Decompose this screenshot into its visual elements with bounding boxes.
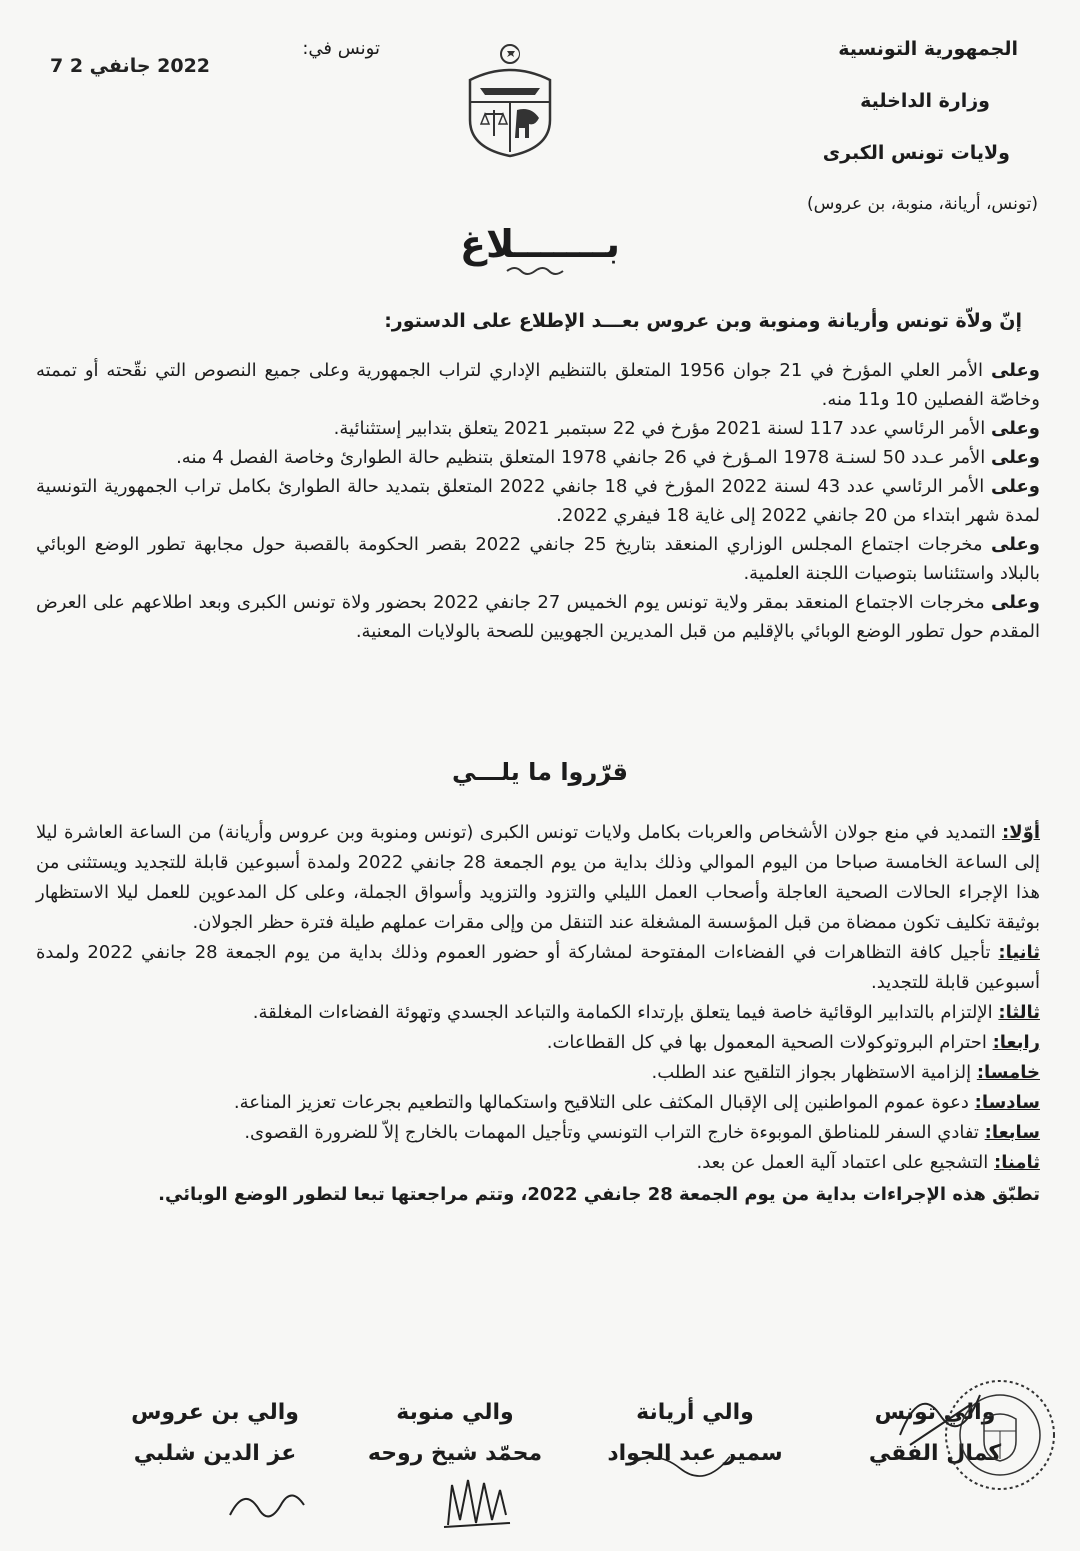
signatory-role: والي بن عروس	[131, 1400, 299, 1425]
article-item: سادسا: دعوة عموم المواطنين إلى الإقبال المكثف على التلاقيح واستكمالها والتطعيم بجرعات تعزيز المناعة.	[233, 1092, 1040, 1113]
consideration-item: وعلى مخرجات الاجتماع المنعقد بمقر ولاية تونس يوم الخميس 27 جانفي 2022 بحضور ولاة تونس الكبرى وبعد اطلاعهم على العرض المقدم حول تطور الوضع الوبائي بالإقليم من قبل المديرين الجهويين للصحة بالولايات المعنية.	[36, 592, 1040, 642]
article-item: سابعا: تفادي السفر للمناطق الموبوءة خارج التراب التونسي وتأجيل المهمات بالخارج إلاّ للضرورة القصوى.	[244, 1122, 1040, 1143]
signature-tunis-icon	[880, 1375, 1000, 1455]
coat-of-arms-icon	[455, 40, 565, 160]
document-title: بـــــــلاغ	[460, 222, 620, 266]
region-name: ولايات تونس الكبرى	[822, 142, 1010, 164]
final-note: تطبّق هذه الإجراءات بداية من يوم الجمعة 28 جانفي 2022، وتتم مراجعتها تبعا لتطور الوضع الوبائي.	[158, 1184, 1040, 1205]
consideration-item: وعلى الأمر العلي المؤرخ في 21 جوان 1956 المتعلق بالتنظيم الإداري لتراب الجمهورية وعلى جميع النصوص التي نقّحته أو تممته وخاصّة الفصلين 10 و11 منه.	[36, 360, 1040, 410]
articles-list	[36, 818, 1040, 1210]
decided-heading: قرّروا ما يلـــي	[452, 758, 628, 786]
consideration-item: وعلى الأمر عـدد 50 لسنـة 1978 المـؤرخ في 26 جانفي 1978 المتعلق بتنظيم حالة الطوارئ وخاصة الفصل 4 منه.	[176, 447, 1040, 468]
considerations-list	[36, 356, 1040, 646]
signatory-role: والي منوبة	[396, 1400, 514, 1425]
signature-manouba-icon	[440, 1465, 520, 1535]
signatory-role: والي تونس	[874, 1400, 996, 1425]
region-list: (تونس، أريانة، منوبة، بن عروس)	[807, 194, 1038, 214]
article-item: خامسا: إلزامية الاستظهار بجواز التلقيح عند الطلب.	[651, 1062, 1040, 1083]
signatory-name: سمير عبد الجواد	[607, 1441, 783, 1466]
country-name: الجمهورية التونسية	[838, 38, 1018, 60]
letterhead	[688, 38, 1038, 244]
signatory-name: كمال الفقي	[868, 1441, 1002, 1466]
article-item: ثامنا: التشجيع على اعتماد آلية العمل عن بعد.	[696, 1152, 1040, 1173]
ministry-name: وزارة الداخلية	[860, 90, 990, 112]
signature-ben-arous-icon	[220, 1475, 310, 1535]
article-item: ثالثا: الإلتزام بالتدابير الوقائية خاصة فيما يتعلق بإرتداء الكمامة والتباعد الجسدي وتهوئة الفضاءات المغلقة.	[252, 1002, 1040, 1023]
date-stamp: 2022 جانفي 2 7	[49, 55, 211, 77]
signatory-name: محمّد شيخ روحه	[367, 1441, 543, 1466]
signatory-ben-arous	[100, 1400, 330, 1466]
signatory-role: والي أريانة	[636, 1400, 754, 1425]
article-item: ثانيا: تأجيل كافة التظاهرات في الفضاءات المفتوحة لمشاركة أو حضور العموم وذلك بداية من يوم الجمعة 28 جانفي 2022 ولمدة أسبوعين قابلة للتجديد.	[36, 942, 1040, 993]
article-item: رابعا: احترام البروتوكولات الصحية المعمول بها في كل القطاعات.	[546, 1032, 1040, 1053]
signature-ariana-icon	[610, 1440, 750, 1490]
consideration-item: وعلى الأمر الرئاسي عدد 117 لسنة 2021 مؤرخ في 22 سبتمبر 2021 يتعلق بتدابير إستثنائية.	[333, 418, 1040, 439]
signatory-name: عز الدين شلبي	[133, 1441, 297, 1466]
preamble: إنّ ولاّة تونس وأريانة ومنوبة وبن عروس بعـــد الإطلاع على الدستور:	[384, 310, 1022, 332]
place-label: تونس في:	[302, 38, 380, 59]
signatory-manouba	[340, 1400, 570, 1466]
consideration-item: وعلى مخرجات اجتماع المجلس الوزاري المنعقد بتاريخ 25 جانفي 2022 بقصر الحكومة بالقصبة حول مجابهة تطور الوضع الوبائي بالبلاد واستئناسا بتوصيات اللجنة العلمية.	[36, 534, 1040, 584]
consideration-item: وعلى الأمر الرئاسي عدد 43 لسنة 2022 المؤرخ في 18 جانفي 2022 المتعلق بتمديد حالة الطوارئ بكامل تراب الجمهورية التونسية لمدة شهر ابتداء من 20 جانفي 2022 إلى غاية 18 فيفري 2022.	[36, 476, 1040, 526]
article-item: أوّلا: التمديد في منع جولان الأشخاص والعربات بكامل ولايات تونس الكبرى (تونس ومنوبة وبن عروس وأريانة) من الساعة العاشرة ليلا إلى الساعة الخامسة صباحا من اليوم الموالي وذلك بداية من يوم الجمعة 28 جانفي 2022 ولمدة أسبوعين قابلة للتجديد ويستثنى من هذا الإجراء الحالات الصحية العاجلة وأصحاب العمل الليلي والتزود والتزويد وأسواق الجملة، وعلى كل المدعوين للعمل ليلا الاستظهار بوثيقة تكليف تكون ممضاة من قبل المؤسسة المشغلة عند التنقل من وإلى مقرات عملهم طيلة فترة حظر الجولان.	[36, 822, 1040, 933]
title-ornament-icon	[505, 265, 565, 277]
